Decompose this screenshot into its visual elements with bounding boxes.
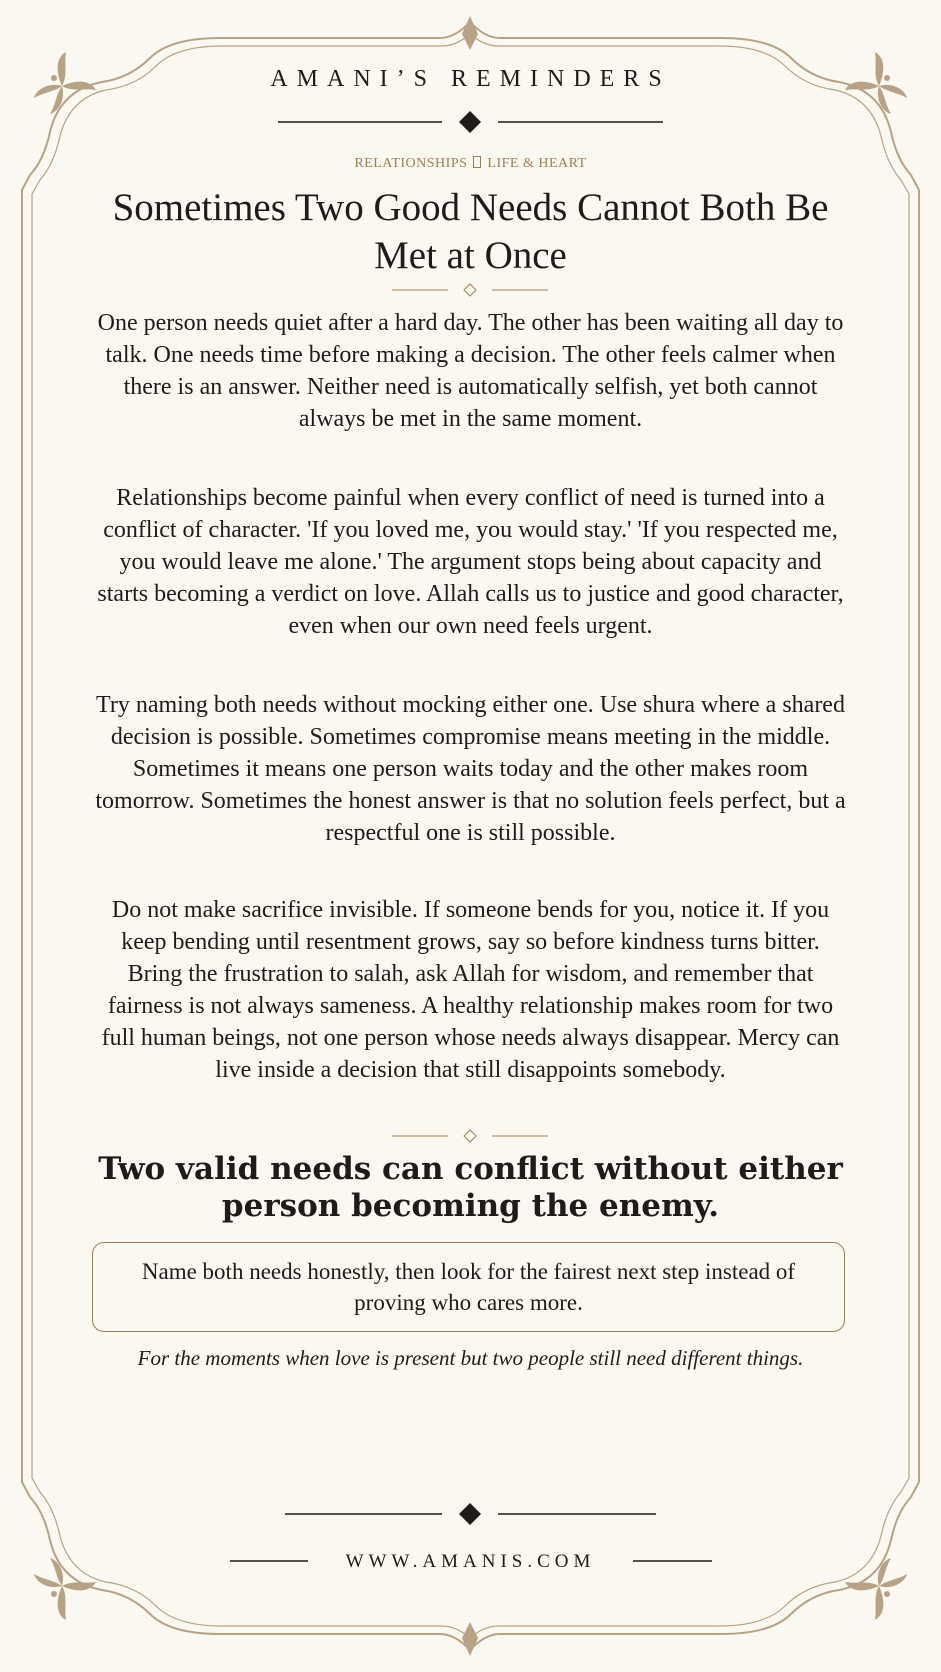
- emphasis-divider: [392, 1130, 548, 1142]
- category-relationships: RELATIONSHIPS: [354, 156, 468, 171]
- brand-title: AMANI’S REMINDERS: [270, 66, 671, 92]
- article-title: Sometimes Two Good Needs Cannot Both Be Met at Once: [112, 186, 829, 277]
- callout-box: [92, 1242, 845, 1332]
- category-separator-icon: [473, 156, 481, 168]
- header-divider: [278, 111, 663, 133]
- tagline: For the moments when love is present but two people still need different things.: [137, 1346, 804, 1370]
- callout-text: Name both needs honestly, then look for the fairest next step instead of proving who cares more.: [141, 1259, 796, 1315]
- body-paragraph: Do not make sacrifice invisible. If someone bends for you, notice it. If you keep bending until resentment grows, say so before kindness turns bitter. Bring the frustration to salah, ask Allah for wisdom, and remember that fairness is not always sameness. A healthy relationship makes room for two full human beings, not one person whose needs always disappear. Mercy can live inside a decision that still disappoints somebody.: [101, 897, 840, 1083]
- emphasis-statement: Two valid needs can conflict without either person becoming the enemy.: [98, 1151, 843, 1224]
- category-label: [0, 156, 941, 172]
- body-paragraph: One person needs quiet after a hard day. The other has been waiting all day to talk. One needs time before making a decision. The other feels calmer when there is an answer. Neither need is automatically selfish, yet both cannot always be met in the same moment.: [97, 310, 844, 432]
- title-divider: [392, 284, 548, 296]
- category-life-heart: LIFE & HEART: [487, 156, 587, 171]
- body-paragraph: Try naming both needs without mocking either one. Use shura where a shared decision is possible. Sometimes compromise means meeting in the middle. Sometimes it means one person waits today and the other makes room tomorrow. Sometimes the honest answer is that no solution feels perfect, but a respectful one is still possible.: [95, 692, 846, 846]
- footer-divider: [285, 1503, 656, 1525]
- body-paragraph: Relationships become painful when every conflict of need is turned into a conflict of character. 'If you loved me, you would stay.' 'If you respected me, you would leave me alone.' The argument stops being about capacity and starts becoming a verdict on love. Allah calls us to justice and good character, even when our own need feels urgent.: [97, 485, 844, 639]
- website-link[interactable]: WWW.AMANIS.COM: [345, 1551, 596, 1572]
